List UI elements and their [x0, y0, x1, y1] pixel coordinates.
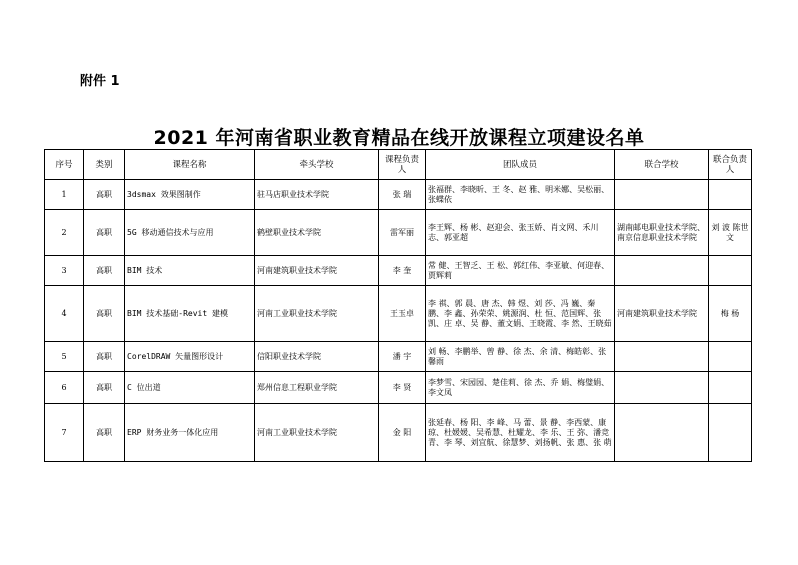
- cell-leader: 雷军丽: [379, 210, 426, 256]
- cell-partner-leader: [709, 180, 752, 210]
- cell-leader: 潘 宇: [379, 342, 426, 372]
- cell-partner: 湖南邮电职业技术学院、南京信息职业技术学院: [615, 210, 709, 256]
- header-course: 课程名称: [125, 150, 255, 180]
- cell-category: 高职: [84, 210, 125, 256]
- cell-course: CorelDRAW 矢量图形设计: [125, 342, 255, 372]
- cell-team: 李 祺、郭 晨、唐 杰、韩 煜、刘 莎、冯 巍、秦 鹏、李 鑫、孙荣荣、姚源润、杜 恒、范国辉、张 凯、庄 卓、吴 静、董文娟、王晓霞、李 然、王晓茹: [426, 286, 615, 342]
- table-row: [45, 180, 752, 210]
- attachment-label: 附件 1: [80, 74, 120, 89]
- cell-school: 郑州信息工程职业学院: [255, 372, 379, 404]
- cell-category: 高职: [84, 256, 125, 286]
- header-school: 牵头学校: [255, 150, 379, 180]
- cell-partner-leader: [709, 342, 752, 372]
- cell-school: 河南工业职业技术学院: [255, 286, 379, 342]
- cell-team: 李王辉、杨 彬、赵迎会、张玉娇、肖文网、禾川志、郭亚超: [426, 210, 615, 256]
- table-row: [45, 342, 752, 372]
- cell-category: 高职: [84, 342, 125, 372]
- cell-partner-leader: [709, 404, 752, 462]
- table-row: [45, 256, 752, 286]
- cell-partner: [615, 342, 709, 372]
- header-row: [45, 150, 752, 180]
- table-row: [45, 210, 752, 256]
- cell-category: 高职: [84, 372, 125, 404]
- cell-category: 高职: [84, 404, 125, 462]
- cell-school: 鹤壁职业技术学院: [255, 210, 379, 256]
- header-category: 类别: [84, 150, 125, 180]
- cell-course: 5G 移动通信技术与应用: [125, 210, 255, 256]
- cell-team: 李梦雪、宋园园、楚佳莉、徐 杰、乔 娟、梅璧娟、李文凤: [426, 372, 615, 404]
- cell-course: BIM 技术基础-Revit 建模: [125, 286, 255, 342]
- cell-partner-leader: [709, 372, 752, 404]
- cell-course: ERP 财务业务一体化应用: [125, 404, 255, 462]
- cell-course: 3dsmax 效果图制作: [125, 180, 255, 210]
- cell-no: 7: [45, 404, 84, 462]
- cell-course: C 位出道: [125, 372, 255, 404]
- header-leader: 课程负责人: [379, 150, 426, 180]
- cell-partner: [615, 256, 709, 286]
- cell-team: 常 健、王智乏、王 松、郭红伟、李亚敏、何迎春、贾辉莉: [426, 256, 615, 286]
- cell-school: 河南工业职业技术学院: [255, 404, 379, 462]
- cell-partner: 河南建筑职业技术学院: [615, 286, 709, 342]
- cell-no: 5: [45, 342, 84, 372]
- cell-no: 6: [45, 372, 84, 404]
- table-row: [45, 372, 752, 404]
- cell-partner-leader: 梅 杨: [709, 286, 752, 342]
- project-table: [44, 149, 752, 462]
- cell-category: 高职: [84, 180, 125, 210]
- cell-leader: 李 贤: [379, 372, 426, 404]
- cell-school: 信阳职业技术学院: [255, 342, 379, 372]
- header-no: 序号: [45, 150, 84, 180]
- cell-leader: 张 瑞: [379, 180, 426, 210]
- cell-school: 驻马店职业技术学院: [255, 180, 379, 210]
- cell-course: BIM 技术: [125, 256, 255, 286]
- cell-partner: [615, 372, 709, 404]
- document-title: 2021 年河南省职业教育精品在线开放课程立项建设名单: [153, 127, 645, 149]
- cell-team: 张延春、杨 阳、李 峰、马 蕾、景 静、李西蒙、康 琼、杜媛媛、吴希慧、杜耀龙、李 乐、王 弥、潘竞青、李 琴、刘宜航、徐慧梦、刘扬帆、张 惠、张 萌: [426, 404, 615, 462]
- cell-category: 高职: [84, 286, 125, 342]
- table-row: [45, 404, 752, 462]
- header-partner-leader: 联合负责人: [709, 150, 752, 180]
- header-partner: 联合学校: [615, 150, 709, 180]
- cell-partner: [615, 180, 709, 210]
- cell-no: 3: [45, 256, 84, 286]
- cell-team: 刘 畅、李鹏举、曾 静、徐 杰、余 清、梅皓彰、张馨雨: [426, 342, 615, 372]
- cell-no: 2: [45, 210, 84, 256]
- table-row: [45, 286, 752, 342]
- cell-partner: [615, 404, 709, 462]
- cell-leader: 李 奎: [379, 256, 426, 286]
- cell-team: 张福群、李晓昕、王 冬、赵 雅、明米娜、吴松丽、张蝶依: [426, 180, 615, 210]
- cell-partner-leader: 刘 波 陈世文: [709, 210, 752, 256]
- cell-school: 河南建筑职业技术学院: [255, 256, 379, 286]
- cell-leader: 金 阳: [379, 404, 426, 462]
- header-team: 团队成员: [426, 150, 615, 180]
- cell-no: 4: [45, 286, 84, 342]
- cell-no: 1: [45, 180, 84, 210]
- cell-leader: 王玉卓: [379, 286, 426, 342]
- cell-partner-leader: [709, 256, 752, 286]
